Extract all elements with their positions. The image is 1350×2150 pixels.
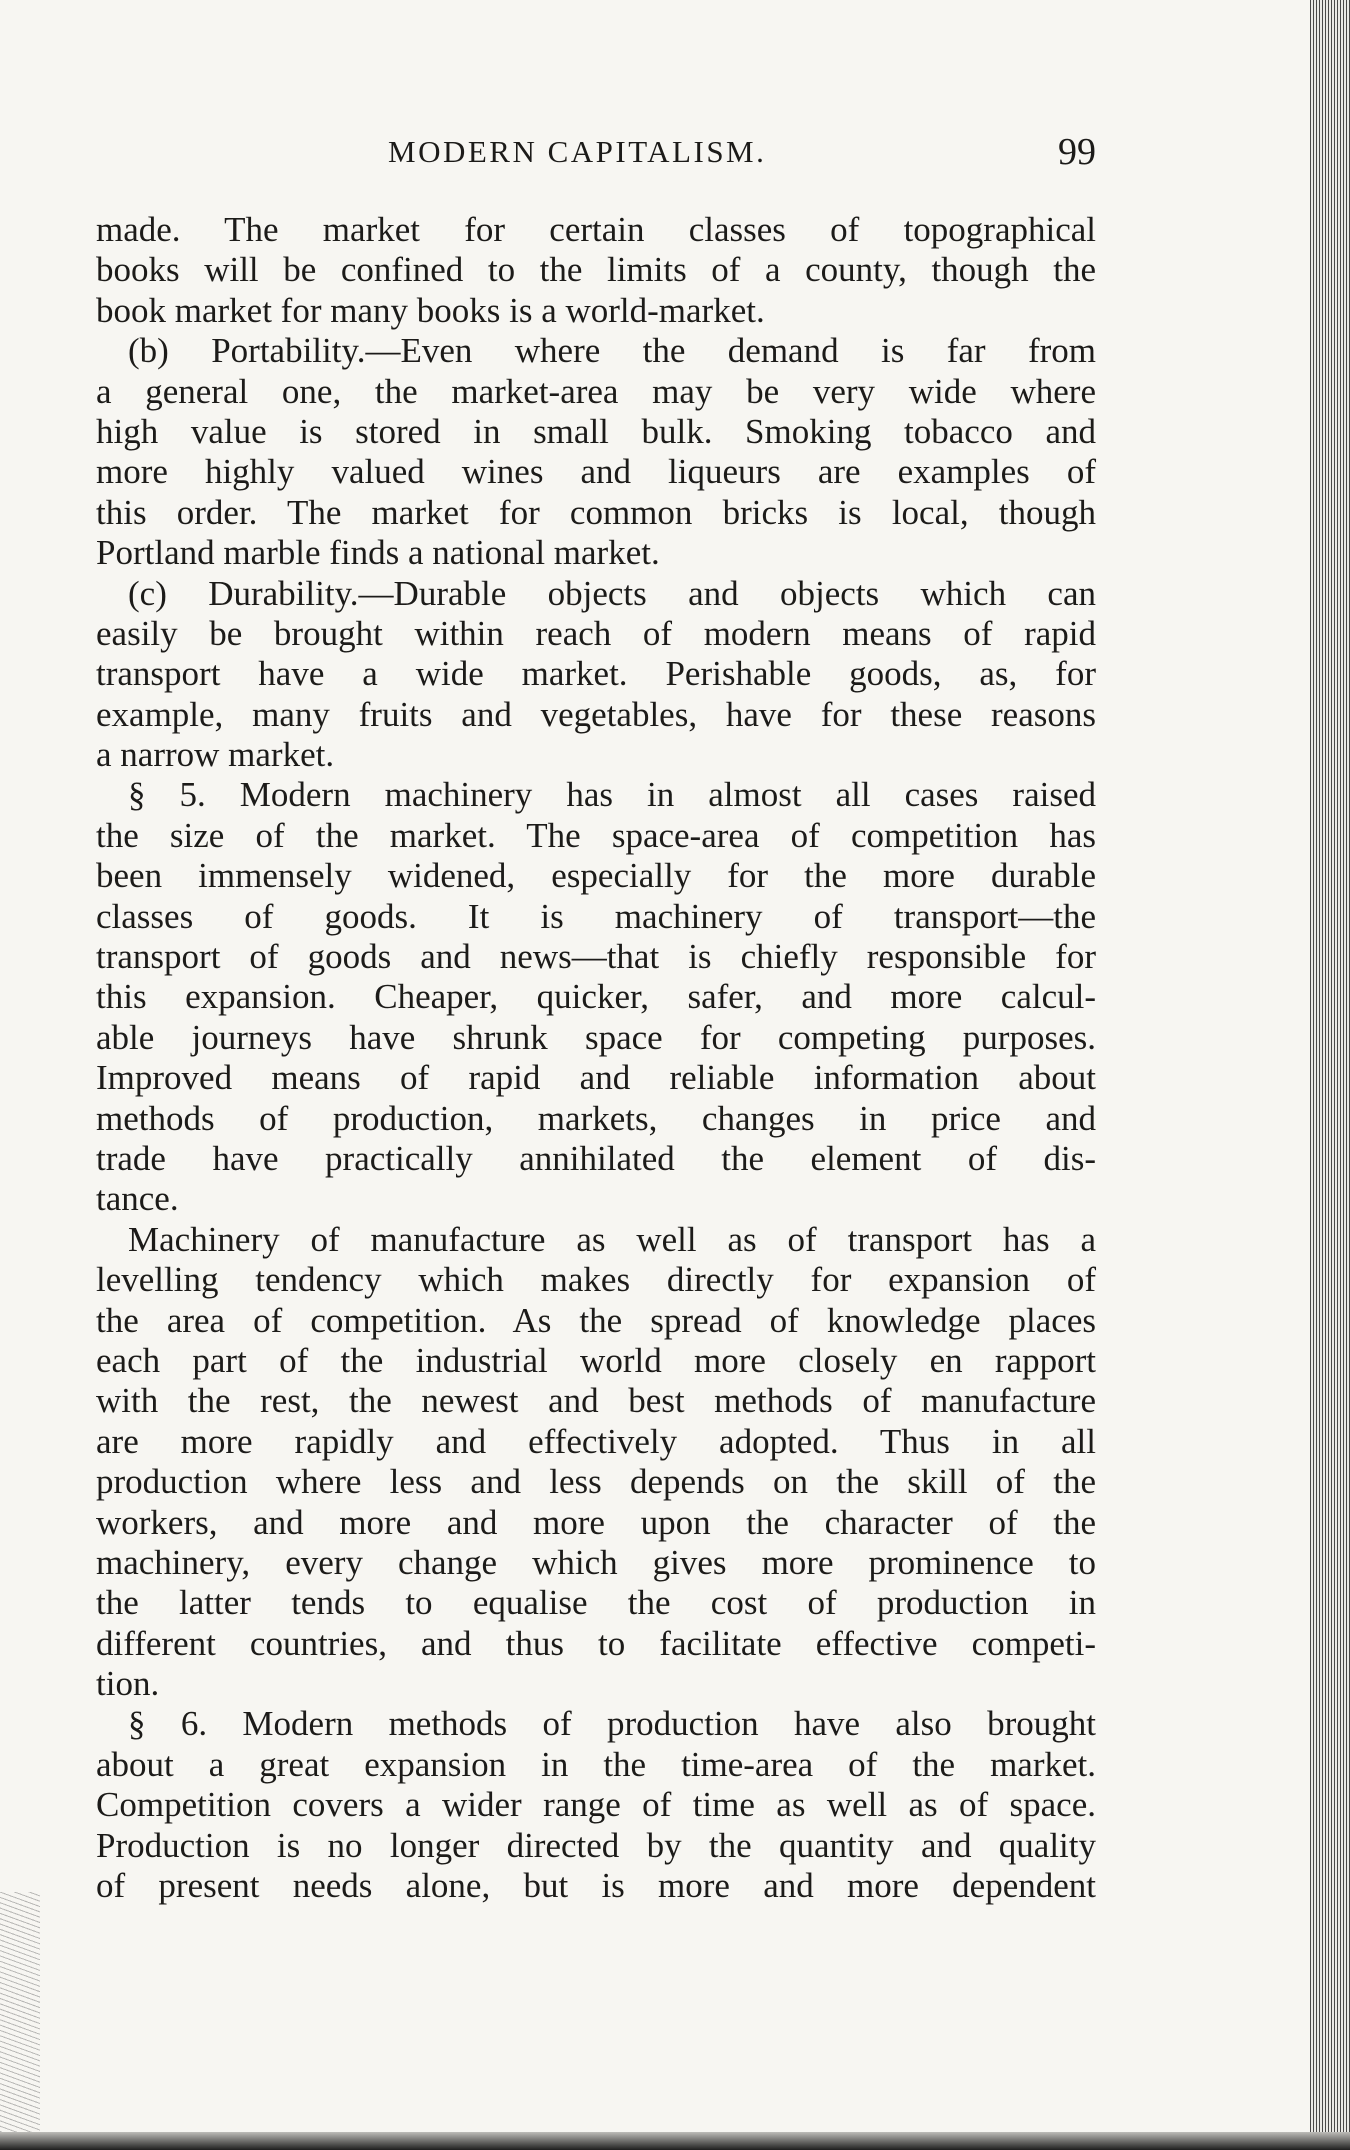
text-line: different countries, and thus to facilitate effective competi- (96, 1623, 1096, 1663)
text-line: (b) Portability.—Even where the demand is far from (128, 331, 1096, 371)
text-line: (c) Durability.—Durable objects and objects which can (128, 573, 1096, 613)
text-line: example, many fruits and vegetables, have for these reasons (96, 694, 1096, 734)
text-line: Production is no longer directed by the quantity and quality (96, 1825, 1096, 1865)
scan-speckle (0, 1892, 40, 2132)
text-line: the size of the market. The space-area of competition has (96, 815, 1096, 855)
text-line: § 5. Modern machinery has in almost all cases raised (128, 775, 1096, 815)
text-line: made. The market for certain classes of topographical (96, 210, 1096, 249)
page-header (96, 130, 1096, 190)
text-line: been immensely widened, especially for the more durable (96, 856, 1096, 896)
text-line: more highly valued wines and liqueurs are examples of (96, 452, 1096, 492)
text-line: machinery, every change which gives more prominence to (96, 1542, 1096, 1582)
text-line: high value is stored in small bulk. Smoking tobacco and (96, 411, 1096, 451)
text-line: able journeys have shrunk space for competing purposes. (96, 1017, 1096, 1057)
text-line: with the rest, the newest and best methods of manufacture (96, 1381, 1096, 1421)
text-line: this expansion. Cheaper, quicker, safer, and more calcul- (96, 977, 1096, 1017)
text-line: are more rapidly and effectively adopted. Thus in all (96, 1421, 1096, 1461)
text-line: transport of goods and news—that is chiefly responsible for (96, 937, 1096, 977)
text-line: easily be brought within reach of modern means of rapid (96, 613, 1096, 653)
page-number: 99 (1058, 131, 1096, 173)
page-edge-binding (1310, 0, 1350, 2150)
running-head: MODERN CAPITALISM. (388, 134, 767, 169)
text-line: classes of goods. It is machinery of transport—the (96, 896, 1096, 936)
text-line: about a great expansion in the time-area of the market. (96, 1744, 1096, 1784)
body-text (96, 210, 1096, 1906)
text-line: books will be confined to the limits of a county, though the (96, 250, 1096, 290)
text-line: this order. The market for common bricks is local, though (96, 492, 1096, 532)
text-line: of present needs alone, but is more and more dependent (96, 1866, 1096, 1906)
text-line: a general one, the market-area may be very wide where (96, 371, 1096, 411)
text-line: Machinery of manufacture as well as of transport has a (128, 1219, 1096, 1259)
text-line: production where less and less depends on the skill of the (96, 1462, 1096, 1502)
text-line: each part of the industrial world more closely en rapport (96, 1340, 1096, 1380)
text-line: Improved means of rapid and reliable information about (96, 1058, 1096, 1098)
text-line: tance. (96, 1179, 179, 1219)
text-line: the latter tends to equalise the cost of production in (96, 1583, 1096, 1623)
text-line: Portland marble finds a national market. (96, 533, 660, 573)
text-line: tion. (96, 1664, 160, 1704)
text-line: workers, and more and more upon the character of the (96, 1502, 1096, 1542)
text-line: a narrow market. (96, 735, 335, 775)
text-line: transport have a wide market. Perishable goods, as, for (96, 654, 1096, 694)
page-bottom-edge (0, 2132, 1350, 2150)
text-line: levelling tendency which makes directly for expansion of (96, 1260, 1096, 1300)
text-line: trade have practically annihilated the element of dis- (96, 1138, 1096, 1178)
text-line: book market for many books is a world-market. (96, 290, 765, 330)
text-line: methods of production, markets, changes in price and (96, 1098, 1096, 1138)
text-line: § 6. Modern methods of production have also brought (128, 1704, 1096, 1744)
text-line: Competition covers a wider range of time as well as of space. (96, 1785, 1096, 1825)
text-line: the area of competition. As the spread of knowledge places (96, 1300, 1096, 1340)
